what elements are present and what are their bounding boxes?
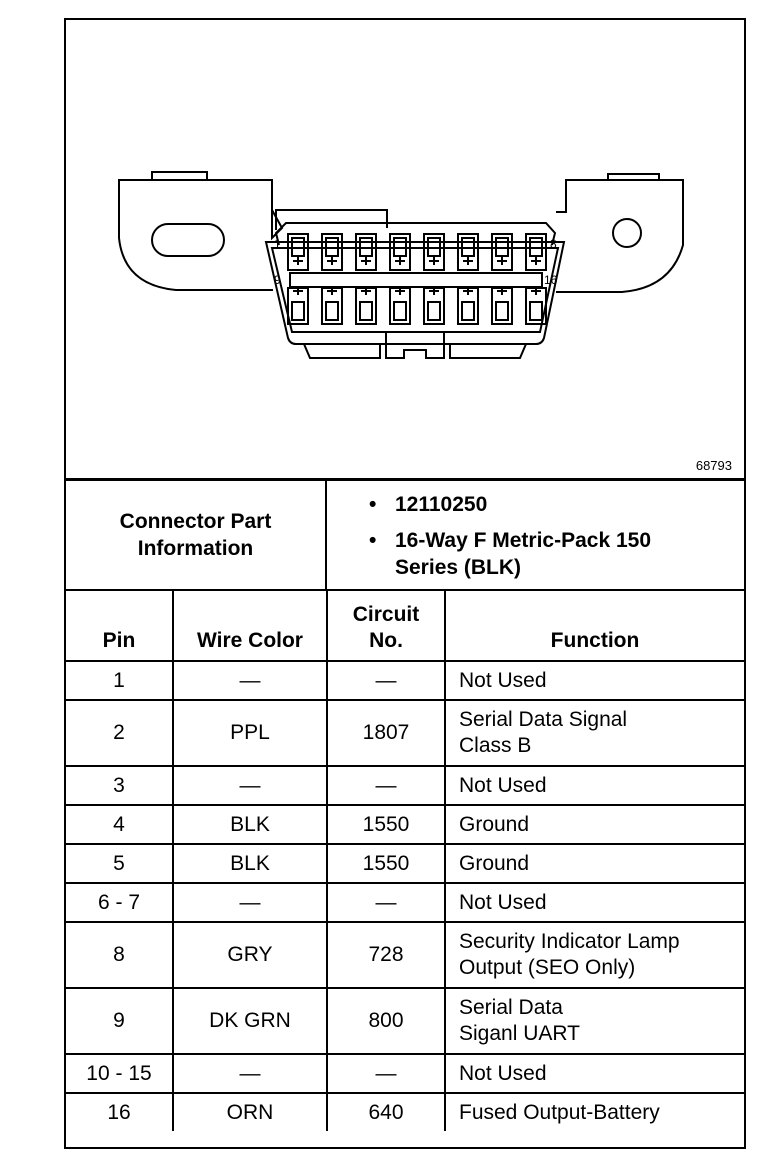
circuit-cell: —: [327, 766, 445, 805]
terminal-cavity: [424, 234, 444, 270]
table-row: [66, 700, 744, 766]
function-cell: [445, 922, 744, 988]
connector-document: [64, 18, 746, 1149]
figure-number: 68793: [695, 458, 732, 473]
pin-cell: 5: [66, 844, 173, 883]
circuit-cell: —: [327, 661, 445, 700]
left-mounting-ear: [119, 180, 273, 290]
table-header-row: [66, 591, 744, 661]
circuit-cell: 1550: [327, 844, 445, 883]
function-text: Security Indicator Lamp Output (SEO Only): [459, 930, 680, 979]
pin-cell: 1: [66, 661, 173, 700]
function-cell: [445, 700, 744, 766]
header-circuit: [327, 591, 445, 661]
pin-cell: 6 - 7: [66, 883, 173, 922]
pin-8-label: 8: [550, 237, 557, 251]
connector-part-info: [66, 478, 744, 591]
terminal-cavity: [288, 287, 308, 324]
pin-16-label: 16: [544, 273, 558, 287]
function-cell: Fused Output-Battery: [445, 1093, 744, 1131]
terminal-cavity: [356, 287, 376, 324]
terminal-cavity: [492, 287, 512, 324]
connector-part-label: Connector Part Information: [119, 510, 272, 560]
header-pin: Pin: [66, 591, 173, 661]
connector-shell: [266, 242, 564, 344]
function-cell: [445, 988, 744, 1054]
function-cell: Ground: [445, 805, 744, 844]
right-mounting-ear: [556, 180, 683, 292]
terminal-cavity: [356, 234, 376, 270]
terminal-cavity: [322, 287, 342, 324]
pin-cell: 3: [66, 766, 173, 805]
table-row: [66, 1093, 744, 1131]
function-cell: Ground: [445, 844, 744, 883]
connector-diagram: [66, 20, 744, 478]
terminal-cavity: [526, 287, 546, 324]
wire-color-cell: GRY: [173, 922, 327, 988]
function-cell: Not Used: [445, 883, 744, 922]
part-number: 12110250: [395, 493, 488, 516]
pin-cell: 2: [66, 700, 173, 766]
wire-color-cell: —: [173, 661, 327, 700]
part-description: 16-Way F Metric-Pack 150 Series (BLK): [395, 529, 652, 579]
circuit-cell: 728: [327, 922, 445, 988]
circuit-cell: 1550: [327, 805, 445, 844]
function-text: Serial Data Signal Class B: [459, 708, 628, 757]
table-row: [66, 844, 744, 883]
wire-color-cell: —: [173, 1054, 327, 1093]
header-circuit-text: Circuit No.: [352, 603, 420, 652]
connector-part-list: [328, 481, 742, 589]
bullet-icon: •: [369, 529, 377, 552]
circuit-cell: 640: [327, 1093, 445, 1131]
circuit-cell: 800: [327, 988, 445, 1054]
pin-cell: 8: [66, 922, 173, 988]
left-mount-hole: [152, 224, 224, 256]
table-row: [66, 805, 744, 844]
table-row: [66, 988, 744, 1054]
wire-color-cell: —: [173, 883, 327, 922]
connector-drawing: [66, 20, 744, 478]
table-row: [66, 1054, 744, 1093]
function-cell: Not Used: [445, 661, 744, 700]
terminal-cavity: [288, 234, 308, 270]
info-label-cell: [66, 481, 327, 589]
wire-color-cell: ORN: [173, 1093, 327, 1131]
table-row: [66, 661, 744, 700]
wire-color-cell: PPL: [173, 700, 327, 766]
connector-latch: [304, 344, 380, 358]
wire-color-cell: BLK: [173, 844, 327, 883]
circuit-cell: 1807: [327, 700, 445, 766]
function-cell: Not Used: [445, 1054, 744, 1093]
terminal-cavity: [424, 287, 444, 324]
circuit-cell: —: [327, 883, 445, 922]
terminal-cavity: [390, 287, 410, 324]
bullet-icon: •: [369, 493, 377, 516]
table-row: [66, 883, 744, 922]
part-number-item: [328, 491, 655, 518]
table-row: [66, 922, 744, 988]
wire-color-cell: BLK: [173, 805, 327, 844]
terminal-cavity: [492, 234, 512, 270]
function-text: Serial Data Siganl UART: [459, 996, 580, 1045]
terminal-cavity: [390, 234, 410, 270]
function-cell: Not Used: [445, 766, 744, 805]
pin-cell: 16: [66, 1093, 173, 1131]
part-description-item: [328, 527, 655, 581]
pin-cell: 4: [66, 805, 173, 844]
header-function: Function: [445, 591, 744, 661]
right-mount-hole: [613, 219, 641, 247]
pin-cell: 10 - 15: [66, 1054, 173, 1093]
pin-table: [66, 591, 744, 1131]
pin-9-label: 9: [274, 273, 281, 287]
circuit-cell: —: [327, 1054, 445, 1093]
terminal-cavity: [526, 234, 546, 270]
wire-color-cell: —: [173, 766, 327, 805]
header-wire-color: Wire Color: [173, 591, 327, 661]
pin-1-label: 1: [274, 237, 281, 251]
pin-divider: [290, 273, 542, 287]
pin-cell: 9: [66, 988, 173, 1054]
terminal-cavity: [322, 234, 342, 270]
table-row: [66, 766, 744, 805]
terminal-cavity: [458, 287, 478, 324]
wire-color-cell: DK GRN: [173, 988, 327, 1054]
terminal-cavity: [458, 234, 478, 270]
